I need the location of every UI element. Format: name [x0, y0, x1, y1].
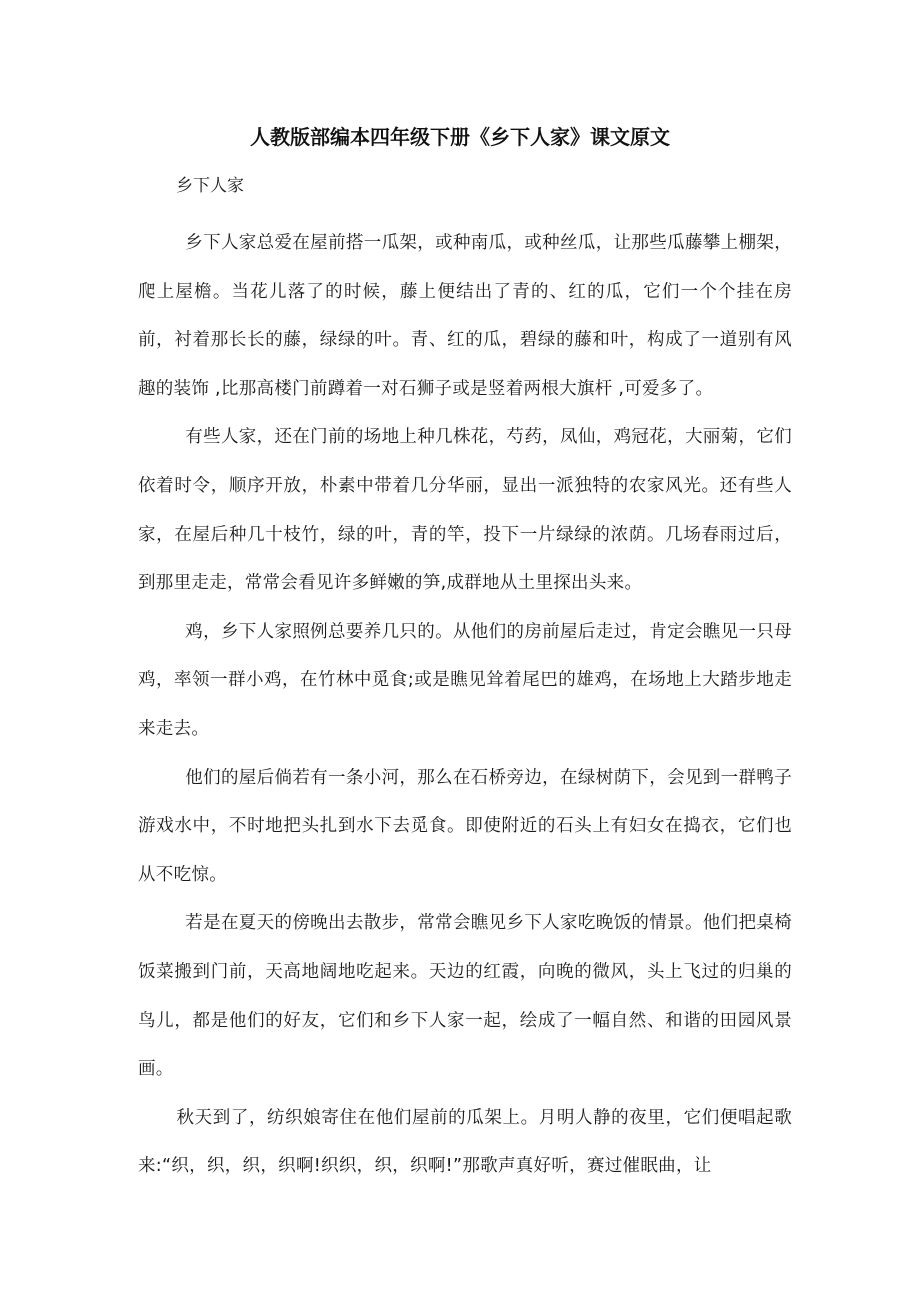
- document-body: [138, 219, 792, 1191]
- paragraph-4: 他们的屋后倘若有一条小河，那么在石桥旁边，在绿树荫下，会见到一群鸭子游戏水中，不时地把头扎到水下去觅食。即使附近的石头上有妇女在捣衣，它们也从不吃惊。: [138, 767, 792, 885]
- paragraph-5: 若是在夏天的傍晚出去散步，常常会瞧见乡下人家吃晚饭的情景。他们把桌椅饭菜搬到门前，天高地阔地吃起来。天边的红霞，向晚的微风，头上飞过的归巢的鸟儿，都是他们的好友，它们和乡下人家一起，绘成了一幅自然、和谐的田园风景画。: [138, 913, 792, 1080]
- paragraph-3: 鸡，乡下人家照例总要养几只的。从他们的房前屋后走过，肯定会瞧见一只母鸡，率领一群小鸡，在竹林中觅食;或是瞧见耸着尾巴的雄鸡，在场地上大踏步地走来走去。: [138, 621, 792, 739]
- paragraph-1: 乡下人家总爱在屋前搭一瓜架，或种南瓜，或种丝瓜，让那些瓜藤攀上棚架，爬上屋檐。当花儿落了的时候，藤上便结出了青的、红的瓜，它们一个个挂在房前，衬着那长长的藤，绿绿的叶。青、红的瓜，碧绿的藤和叶，构成了一道别有风趣的装饰 ,比那高楼门前蹲着一对石狮子或是竖着两根大旗杆 ,可爱多了。: [138, 233, 792, 399]
- document-title: 人教版部编本四年级下册《乡下人家》课文原文: [250, 125, 670, 149]
- paragraph-2: 有些人家，还在门前的场地上种几株花，芍药，凤仙，鸡冠花，大丽菊，它们依着时令，顺序开放，朴素中带着几分华丽，显出一派独特的农家风光。还有些人家，在屋后种几十枝竹，绿的叶，青的竿，投下一片绿绿的浓荫。几场春雨过后，到那里走走，常常会看见许多鲜嫩的笋,成群地从土里探出头来。: [138, 427, 792, 594]
- paragraph-6: 秋天到了，纺织娘寄住在他们屋前的瓜架上。月明人静的夜里，它们便唱起歌来:“织，织，织，织啊!织织，织，织啊!”那歌声真好听，赛过催眠曲，让: [138, 1107, 792, 1177]
- section-subtitle: 乡下人家: [176, 176, 244, 196]
